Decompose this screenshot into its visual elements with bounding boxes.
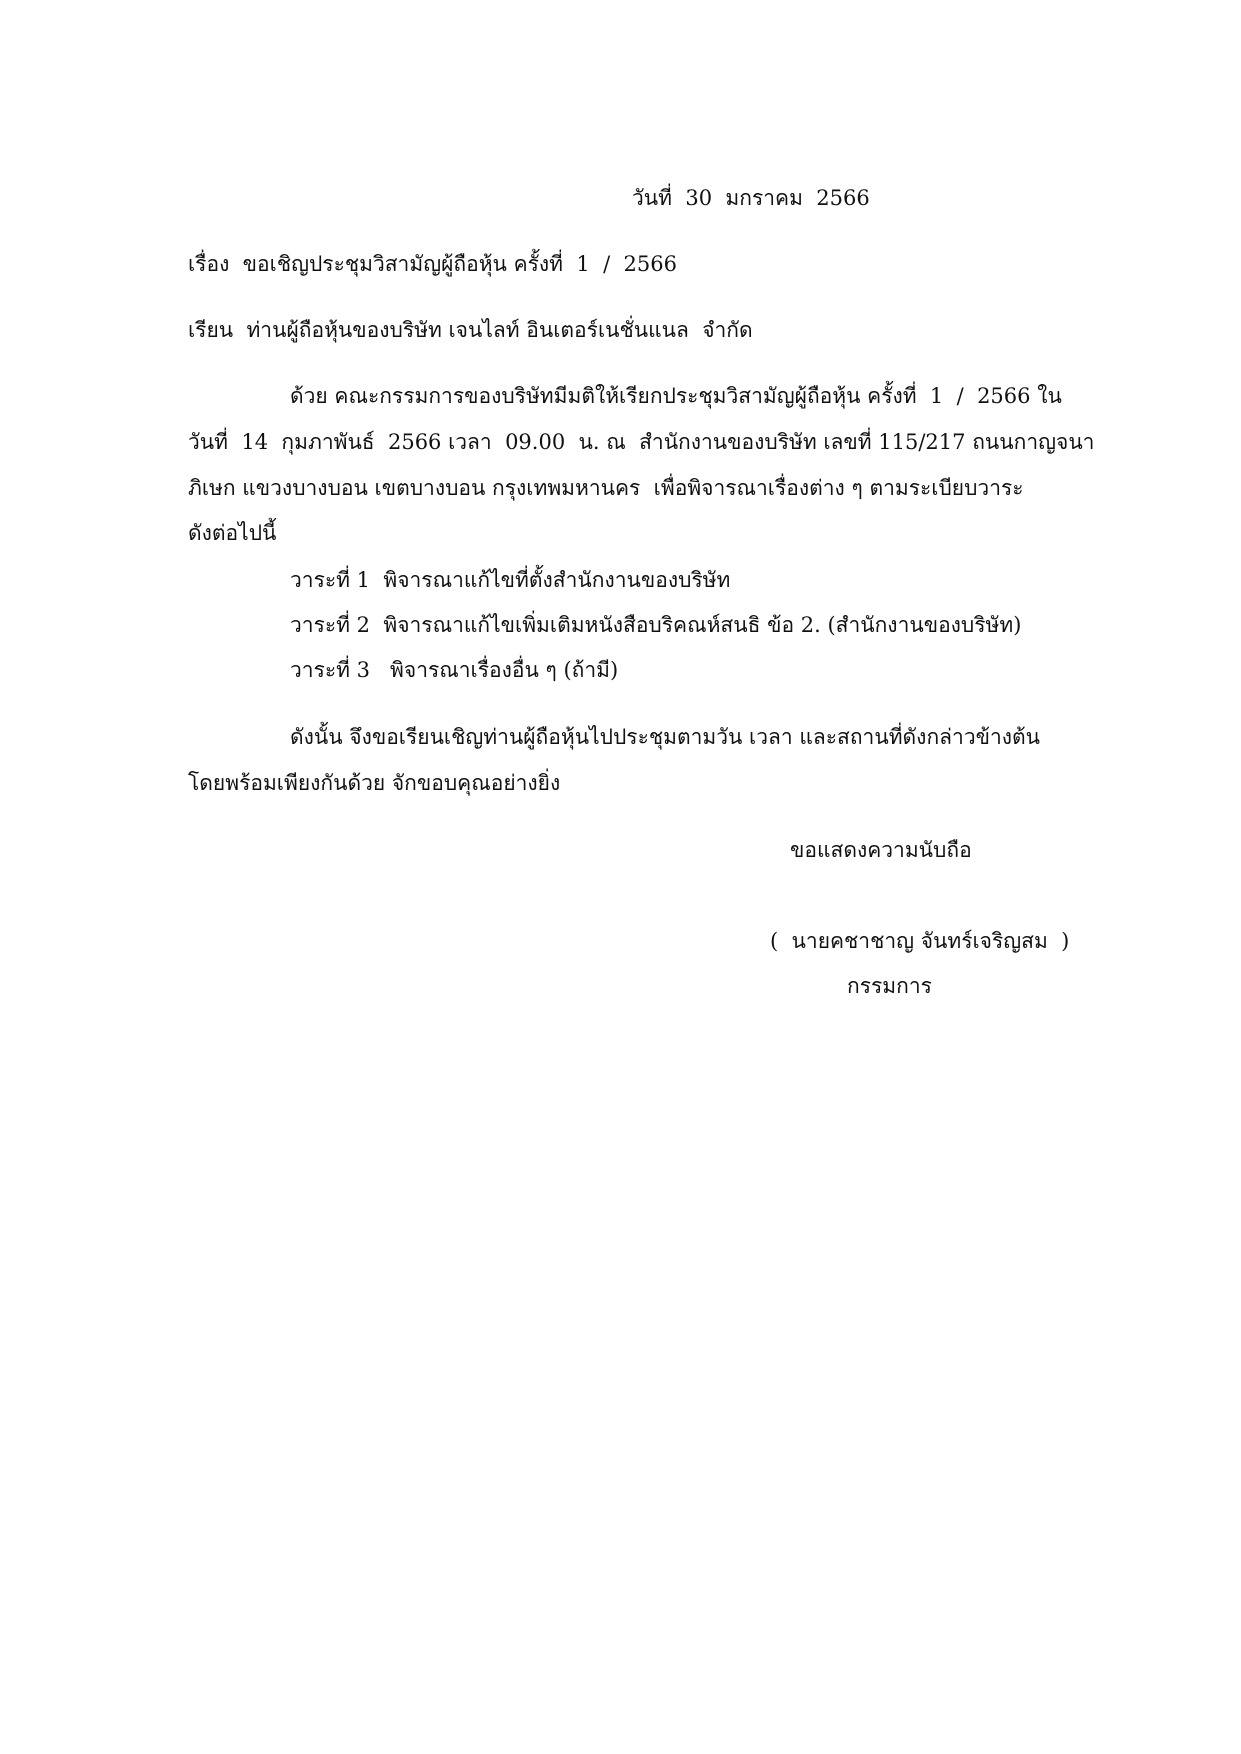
- signatory-name: ( นายคชาชาญ จันทร์เจริญสม ): [770, 929, 1070, 953]
- closing-salutation: ขอแสดงความนับถือ: [790, 838, 972, 862]
- paragraph-line: วันที่ 14 กุมภาพันธ์ 2566 เวลา 09.00 น. ณ สำนักงานของบริษัท เลขที่ 115/217 ถนนกาญจนา: [188, 430, 1095, 454]
- letter-recipient: เรียน ท่านผู้ถือหุ้นของบริษัท เจนไลท์ อินเตอร์เนชั่นแนล จำกัด: [188, 318, 753, 342]
- agenda-item: วาระที่ 3 พิจารณาเรื่องอื่น ๆ (ถ้ามี): [290, 658, 619, 682]
- paragraph-line: ภิเษก แขวงบางบอน เขตบางบอน กรุงเทพมหานคร เพื่อพิจารณาเรื่องต่าง ๆ ตามระเบียบวาระ: [188, 476, 1024, 500]
- signatory-title: กรรมการ: [847, 974, 932, 998]
- paragraph-line: ดังนั้น จึงขอเรียนเชิญท่านผู้ถือหุ้นไปประชุมตามวัน เวลา และสถานที่ดังกล่าวข้างต้น: [290, 725, 1041, 749]
- letter-date: วันที่ 30 มกราคม 2566: [632, 186, 870, 210]
- paragraph-line: โดยพร้อมเพียงกันด้วย จักขอบคุณอย่างยิ่ง: [188, 771, 561, 795]
- agenda-item: วาระที่ 2 พิจารณาแก้ไขเพิ่มเติมหนังสือบริคณห์สนธิ ข้อ 2. (สำนักงานของบริษัท): [290, 613, 1022, 637]
- agenda-item: วาระที่ 1 พิจารณาแก้ไขที่ตั้งสำนักงานของบริษัท: [290, 568, 731, 592]
- paragraph-line: ด้วย คณะกรรมการของบริษัทมีมติให้เรียกประชุมวิสามัญผู้ถือหุ้น ครั้งที่ 1 / 2566 ใน: [290, 384, 1062, 408]
- paragraph-line: ดังต่อไปนี้: [188, 521, 277, 545]
- letter-subject: เรื่อง ขอเชิญประชุมวิสามัญผู้ถือหุ้น ครั้งที่ 1 / 2566: [188, 252, 677, 276]
